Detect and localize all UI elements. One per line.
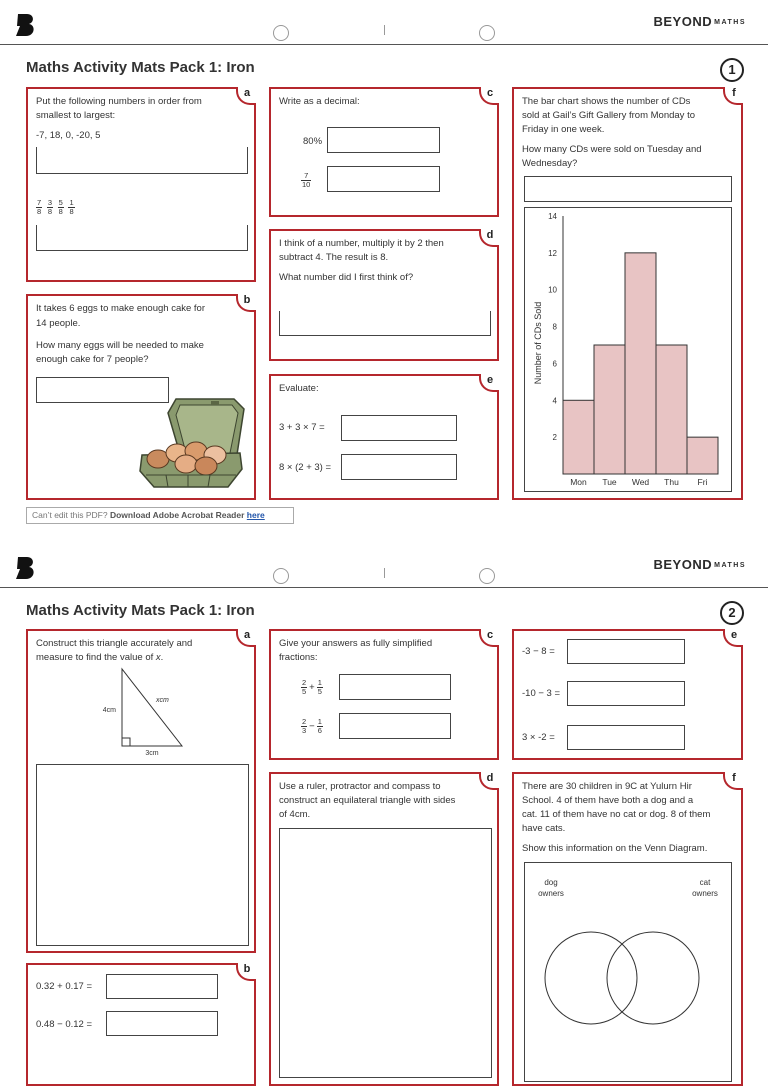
side-label-left: 4cm bbox=[102, 707, 116, 714]
venn-label-cat: cat bbox=[699, 878, 711, 887]
question-text: There are 30 children in 9C at Yulurn Hir bbox=[522, 781, 692, 792]
question-text: Friday in one week. bbox=[522, 124, 605, 135]
question-box-f bbox=[512, 772, 743, 1086]
punch-hole bbox=[479, 568, 495, 584]
question-text: of 4cm. bbox=[279, 809, 311, 820]
answer-box[interactable] bbox=[339, 713, 451, 739]
question-text: Wednesday? bbox=[522, 158, 578, 169]
y-tick-label: 12 bbox=[548, 248, 557, 258]
question-text: sold at Gail’s Gift Gallery from Monday to bbox=[522, 110, 695, 121]
question-box-c bbox=[269, 87, 499, 217]
egg-box-icon bbox=[138, 391, 250, 497]
page-number: 2 bbox=[720, 601, 744, 625]
beyond-logo-icon bbox=[14, 12, 38, 38]
construction-area[interactable] bbox=[36, 764, 249, 946]
answer-box[interactable] bbox=[327, 166, 440, 192]
chart-frame bbox=[524, 207, 732, 492]
question-box-f bbox=[512, 87, 743, 500]
question-text: How many eggs will be needed to make bbox=[36, 340, 204, 351]
header-rule bbox=[0, 44, 768, 45]
brand-wordmark: BEYOND MATHS bbox=[653, 14, 746, 29]
question-tab-e: e bbox=[479, 374, 499, 392]
fraction: $\frac{3}{8}$ bbox=[47, 198, 52, 216]
answer-box[interactable] bbox=[106, 974, 218, 999]
question-text: cat. 11 of them have no cat or dog. 8 of them bbox=[522, 809, 711, 820]
answer-line[interactable] bbox=[36, 225, 248, 251]
venn-frame[interactable] bbox=[524, 862, 732, 1082]
y-tick-label: 14 bbox=[548, 212, 557, 221]
bar-fri bbox=[687, 437, 718, 474]
venn-label-dog: owners bbox=[538, 889, 564, 898]
expression-label: 3 + 3 × 7 = bbox=[279, 422, 325, 433]
question-tab-e: e bbox=[723, 629, 743, 647]
question-text: Use a ruler, protractor and compass to bbox=[279, 781, 441, 792]
y-tick-label: 4 bbox=[552, 396, 557, 406]
expression-label: -3 − 8 = bbox=[522, 646, 555, 657]
construction-area[interactable] bbox=[279, 828, 492, 1078]
answer-box[interactable] bbox=[567, 639, 685, 664]
percent-label: 80% bbox=[303, 136, 323, 147]
answer-line[interactable] bbox=[279, 311, 491, 336]
punch-hole bbox=[273, 568, 289, 584]
answer-box[interactable] bbox=[339, 674, 451, 700]
expression-label: -10 − 3 = bbox=[522, 688, 561, 699]
question-text: School. 4 of them have both a dog and a bbox=[522, 795, 694, 806]
question-text: have cats. bbox=[522, 823, 566, 834]
expression-label: 0.32 + 0.17 = bbox=[36, 981, 92, 992]
question-text: enough cake for 7 people? bbox=[36, 354, 149, 365]
y-axis-label: Number of CDs Sold bbox=[533, 301, 543, 385]
question-text: fractions: bbox=[279, 652, 318, 663]
fold-mark bbox=[384, 25, 385, 35]
x-tick-label: Wed bbox=[631, 477, 650, 487]
worksheet-page-2 bbox=[0, 543, 768, 1086]
bar-tue bbox=[594, 345, 625, 474]
question-text: Construct this triangle accurately and bbox=[36, 638, 193, 649]
x-tick-label: Mon bbox=[570, 477, 587, 487]
question-text: Give your answers as fully simplified bbox=[279, 638, 433, 649]
question-text: What number did I first think of? bbox=[279, 272, 414, 283]
x-tick-label: Thu bbox=[664, 477, 679, 487]
answer-box[interactable] bbox=[567, 681, 685, 706]
question-text: Show this information on the Venn Diagram. bbox=[522, 843, 708, 854]
bar-thu bbox=[656, 345, 687, 474]
header-rule bbox=[0, 587, 768, 588]
fraction-list bbox=[36, 199, 77, 216]
question-tab-c: c bbox=[479, 629, 499, 647]
question-text: measure to find the value of x. bbox=[36, 652, 164, 663]
venn-diagram bbox=[525, 863, 731, 1081]
question-tab-a: a bbox=[236, 629, 256, 647]
y-tick-label: 10 bbox=[548, 285, 557, 295]
venn-circle-cat[interactable] bbox=[607, 932, 699, 1024]
fraction-expression: $\frac{2}{3}$ − $\frac{1}{6}$ bbox=[302, 717, 322, 735]
download-link[interactable]: here bbox=[246, 510, 265, 520]
x-tick-label: Fri bbox=[697, 477, 708, 487]
answer-box[interactable] bbox=[106, 1011, 218, 1036]
bar-chart bbox=[525, 208, 731, 491]
beyond-logo-icon bbox=[14, 555, 38, 581]
x-tick-label: Tue bbox=[602, 477, 617, 487]
question-text: subtract 4. The result is 8. bbox=[279, 252, 389, 263]
question-text: 14 people. bbox=[36, 318, 81, 329]
side-label-bottom: 3cm bbox=[145, 750, 159, 757]
expression-label: 3 × -2 = bbox=[522, 732, 555, 743]
question-box-b bbox=[26, 294, 256, 500]
question-box-e bbox=[512, 629, 743, 760]
question-tab-b: b bbox=[236, 294, 256, 312]
page-title: Maths Activity Mats Pack 1: Iron bbox=[26, 59, 255, 76]
question-text: Write as a decimal: bbox=[279, 96, 360, 107]
fraction: $\frac{5}{8}$ bbox=[58, 198, 63, 216]
page-number: 1 bbox=[720, 58, 744, 82]
question-tab-c: c bbox=[479, 87, 499, 105]
question-text: Evaluate: bbox=[279, 383, 319, 394]
number-list: -7, 18, 0, -20, 5 bbox=[36, 130, 101, 141]
question-tab-a: a bbox=[236, 87, 256, 105]
question-tab-b: b bbox=[236, 963, 256, 981]
question-text: Put the following numbers in order from bbox=[36, 96, 202, 107]
triangle-diagram bbox=[88, 667, 208, 757]
question-box-d bbox=[269, 229, 499, 361]
expression-label: 0.48 − 0.12 = bbox=[36, 1019, 92, 1030]
brand-wordmark: BEYOND MATHS bbox=[653, 557, 746, 572]
question-box-b bbox=[26, 963, 256, 1086]
side-label-hypotenuse: xcm bbox=[156, 697, 169, 704]
fraction-label bbox=[301, 172, 313, 189]
punch-hole bbox=[479, 25, 495, 41]
acrobat-notice: Can’t edit this PDF? Download Adobe Acrobat Reader here bbox=[26, 507, 294, 524]
answer-box[interactable] bbox=[327, 127, 440, 153]
question-text: smallest to largest: bbox=[36, 110, 116, 121]
question-tab-d: d bbox=[479, 229, 499, 247]
punch-hole bbox=[273, 25, 289, 41]
question-box-c bbox=[269, 629, 499, 760]
fraction: $\frac{7}{8}$ bbox=[37, 198, 42, 216]
answer-box[interactable] bbox=[341, 454, 457, 480]
question-tab-f: f bbox=[723, 772, 743, 790]
fold-mark bbox=[384, 568, 385, 578]
y-tick-label: 8 bbox=[552, 322, 557, 332]
question-box-e bbox=[269, 374, 499, 500]
question-text: construct an equilateral triangle with sides bbox=[279, 795, 456, 806]
y-tick-label: 2 bbox=[552, 433, 557, 443]
question-text: How many CDs were sold on Tuesday and bbox=[522, 144, 702, 155]
fraction: $\frac{1}{8}$ bbox=[69, 198, 74, 216]
venn-label-cat: owners bbox=[692, 889, 718, 898]
question-box-a bbox=[26, 629, 256, 953]
answer-box[interactable] bbox=[567, 725, 685, 750]
fraction-expression: $\frac{2}{5}$ + $\frac{1}{5}$ bbox=[302, 678, 322, 696]
expression-label: 8 × (2 + 3) = bbox=[279, 462, 332, 473]
question-box-d bbox=[269, 772, 499, 1086]
bar-mon bbox=[563, 400, 594, 474]
question-tab-f: f bbox=[723, 87, 743, 105]
answer-box[interactable] bbox=[524, 176, 732, 202]
y-tick-label: 6 bbox=[552, 359, 557, 369]
venn-label-dog: dog bbox=[544, 878, 558, 887]
question-text: The bar chart shows the number of CDs bbox=[522, 96, 691, 107]
question-text: I think of a number, multiply it by 2 then bbox=[279, 238, 444, 249]
fraction: $\frac{7}{10}$ bbox=[302, 171, 311, 189]
answer-line[interactable] bbox=[36, 147, 248, 174]
question-tab-d: d bbox=[479, 772, 499, 790]
venn-circle-dog[interactable] bbox=[545, 932, 637, 1024]
bar-wed bbox=[625, 253, 656, 474]
page-title: Maths Activity Mats Pack 1: Iron bbox=[26, 602, 255, 619]
answer-box[interactable] bbox=[341, 415, 457, 441]
question-box-a bbox=[26, 87, 256, 282]
question-text: It takes 6 eggs to make enough cake for bbox=[36, 303, 205, 314]
